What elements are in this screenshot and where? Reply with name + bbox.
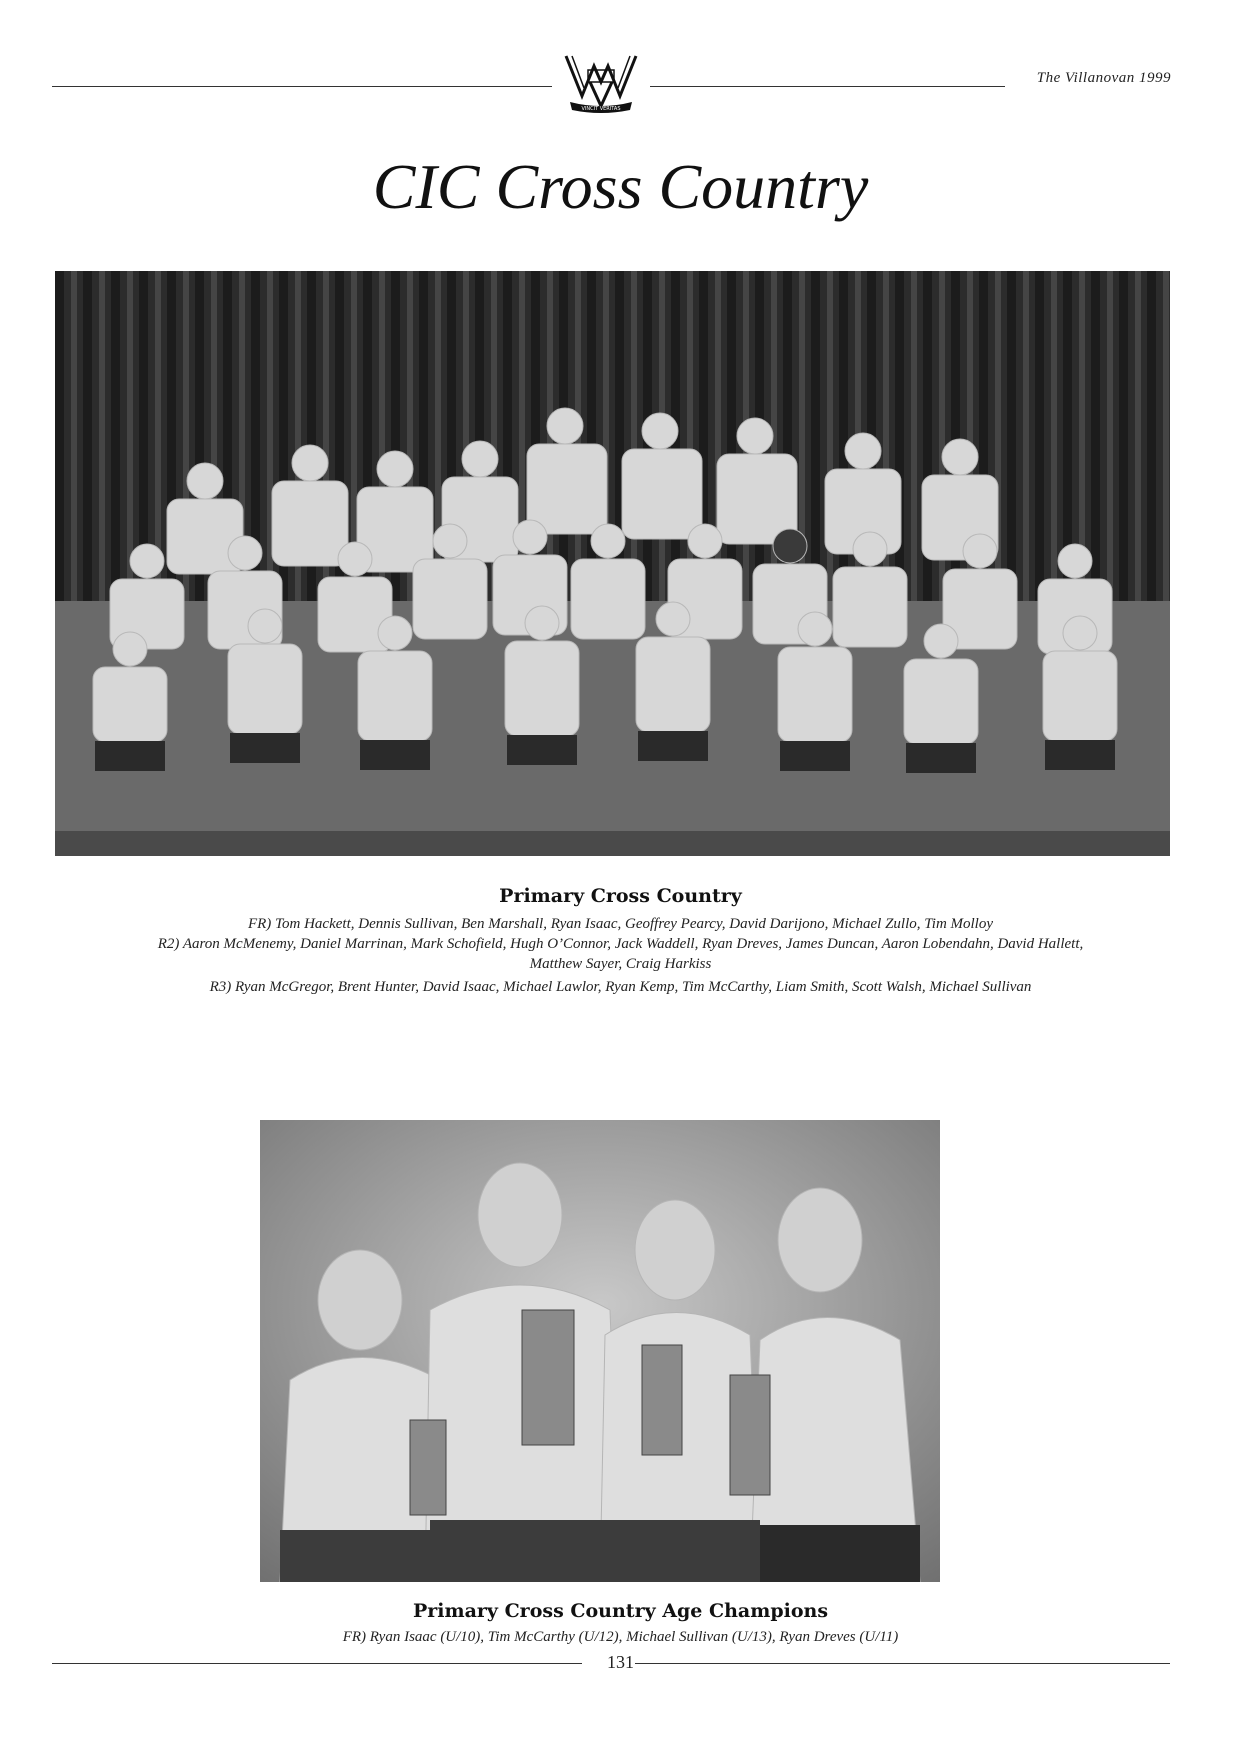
photo1-caption-line: R3) Ryan McGregor, Brent Hunter, David Isaac, Michael Lawlor, Ryan Kemp, Tim McCarthy, Liam Smith, Scott Walsh, Michael Sullivan — [209, 979, 1032, 995]
header-rule-right — [650, 86, 1005, 87]
running-head: The Villanovan 1999 — [1036, 70, 1171, 86]
photo1-caption-line: R2) Aaron McMenemy, Daniel Marrinan, Mark Schofield, Hugh O’Connor, Jack Waddell, Ryan Dreves, James Duncan, Aaron Lobendahn, David Hallett, — [157, 936, 1084, 952]
photo2-caption-line: FR) Ryan Isaac (U/10), Tim McCarthy (U/12), Michael Sullivan (U/13), Ryan Dreves (U/11) — [342, 1629, 899, 1645]
page-number: 131 — [607, 1652, 634, 1672]
header-rule-left — [52, 86, 552, 87]
team-photo — [55, 271, 1170, 856]
photo1-caption-line: FR) Tom Hackett, Dennis Sullivan, Ben Marshall, Ryan Isaac, Geoffrey Pearcy, David Darijono, Michael Zullo, Tim Molloy — [247, 916, 994, 932]
svg-text:VINCIT VERITAS: VINCIT VERITAS — [581, 106, 621, 112]
page-title: CIC Cross Country — [372, 151, 869, 222]
photo1-caption-line: Matthew Sayer, Craig Harkiss — [529, 956, 712, 972]
photo2-caption-title: Primary Cross Country Age Champions — [412, 1600, 829, 1622]
champions-photo — [260, 1120, 940, 1582]
photo1-caption-title: Primary Cross Country — [499, 885, 742, 907]
school-crest-logo — [560, 52, 642, 114]
